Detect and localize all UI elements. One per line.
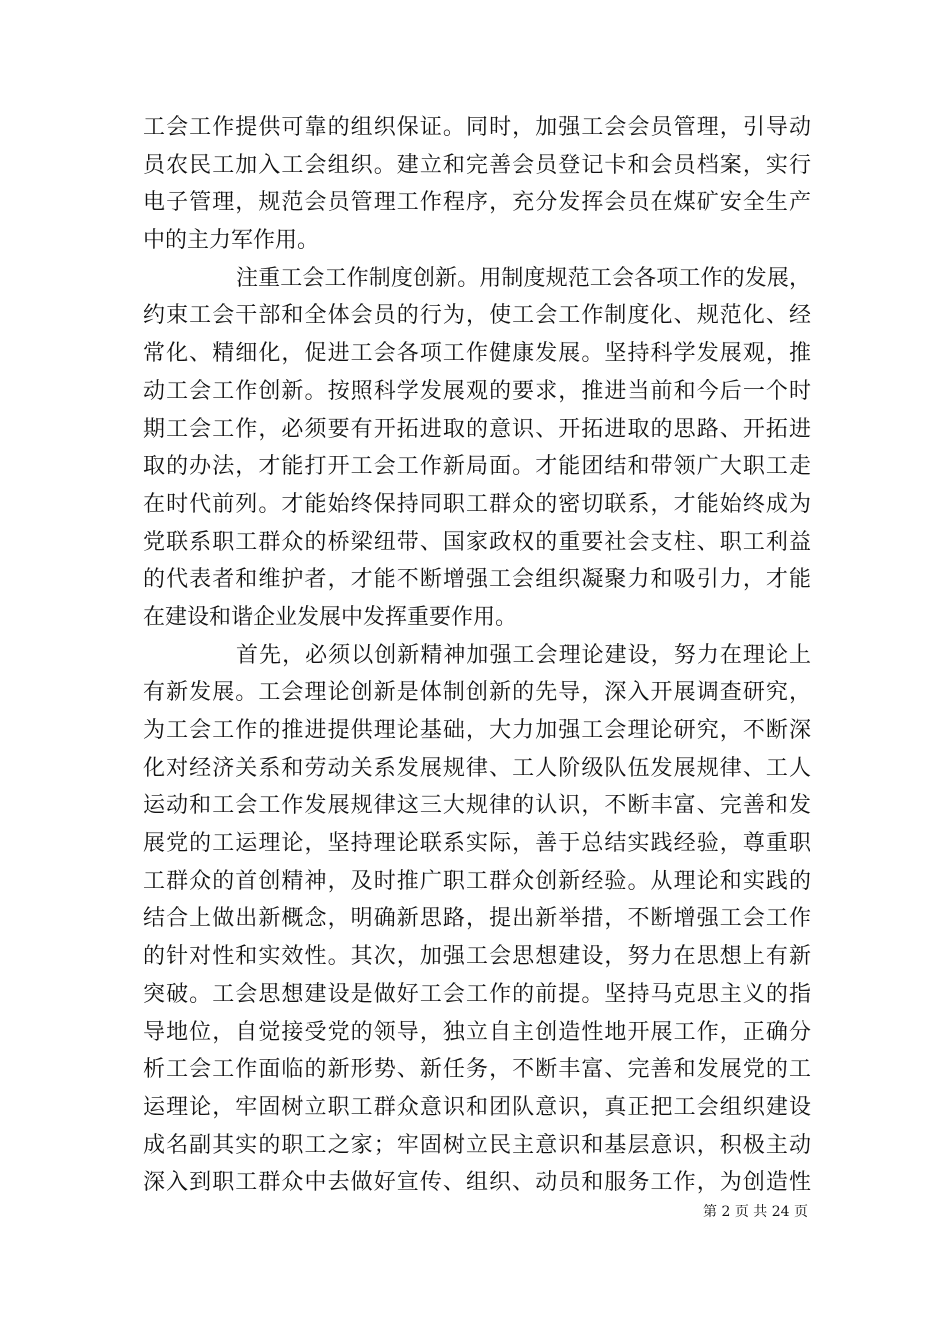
text-line: 成名副其实的职工之家；牢固树立民主意识和基层意识，积极主动 — [143, 1132, 811, 1158]
text-line: 运动和工会工作发展规律这三大规律的认识，不断丰富、完善和发 — [143, 793, 811, 819]
paragraph-2 — [143, 260, 811, 637]
text-line: 突破。工会思想建设是做好工会工作的前提。坚持马克思主义的指 — [143, 981, 811, 1007]
text-line: 电子管理，规范会员管理工作程序，充分发挥会员在煤矿安全生产 — [143, 190, 811, 216]
text-line: 为工会工作的推进提供理论基础，大力加强工会理论研究，不断深 — [143, 718, 811, 743]
text-line: 深入到职工群众中去做好宣传、组织、动员和服务工作，为创造性 — [143, 1170, 811, 1196]
text-line: 运理论，牢固树立职工群众意识和团队意识，真正把工会组织建设 — [143, 1094, 811, 1120]
text-line: 的针对性和实效性。其次，加强工会思想建设，努力在思想上有新 — [143, 944, 811, 970]
text-line: 工会工作提供可靠的组织保证。同时，加强工会会员管理，引导动 — [143, 115, 811, 140]
text-line: 注重工会工作制度创新。用制度规范工会各项工作的发展， — [236, 265, 811, 291]
text-line: 结合上做出新概念，明确新思路，提出新举措，不断增强工会工作 — [143, 906, 811, 932]
text-line: 的代表者和维护者，才能不断增强工会组织凝聚力和吸引力，才能 — [143, 567, 811, 593]
paragraph-1 — [143, 109, 811, 260]
text-line: 常化、精细化，促进工会各项工作健康发展。坚持科学发展观，推 — [143, 341, 811, 367]
text-line: 期工会工作，必须要有开拓进取的意识、开拓进取的思路、开拓进 — [143, 416, 811, 442]
text-line: 约束工会干部和全体会员的行为，使工会工作制度化、规范化、经 — [143, 303, 811, 329]
text-line: 首先，必须以创新精神加强工会理论建设，努力在理论上 — [236, 642, 811, 668]
text-line: 在建设和谐企业发展中发挥重要作用。 — [143, 604, 518, 630]
text-line: 在时代前列。才能始终保持同职工群众的密切联系，才能始终成为 — [143, 491, 811, 517]
text-line: 化对经济关系和劳动关系发展规律、工人阶级队伍发展规律、工人 — [143, 755, 811, 781]
body-text — [143, 109, 811, 1202]
text-line: 动工会工作创新。按照科学发展观的要求，推进当前和今后一个时 — [143, 378, 811, 404]
text-line: 党联系职工群众的桥梁纽带、国家政权的重要社会支柱、职工利益 — [143, 529, 811, 555]
text-line: 展党的工运理论，坚持理论联系实际，善于总结实践经验，尊重职 — [143, 831, 811, 857]
text-line: 中的主力军作用。 — [143, 228, 320, 254]
text-line: 析工会工作面临的新形势、新任务，不断丰富、完善和发展党的工 — [143, 1057, 811, 1083]
text-line: 有新发展。工会理论创新是体制创新的先导，深入开展调查研究， — [143, 680, 811, 706]
text-line: 取的办法，才能打开工会工作新局面。才能团结和带领广大职工走 — [143, 454, 811, 480]
text-line: 导地位，自觉接受党的领导，独立自主创造性地开展工作，正确分 — [143, 1019, 811, 1045]
page-number-footer: 第 2 页 共 24 页 — [703, 1204, 808, 1220]
paragraph-3 — [143, 637, 811, 1202]
text-line: 员农民工加入工会组织。建立和完善会员登记卡和会员档案，实行 — [143, 152, 811, 178]
text-line: 工群众的首创精神，及时推广职工群众创新经验。从理论和实践的 — [143, 868, 811, 894]
